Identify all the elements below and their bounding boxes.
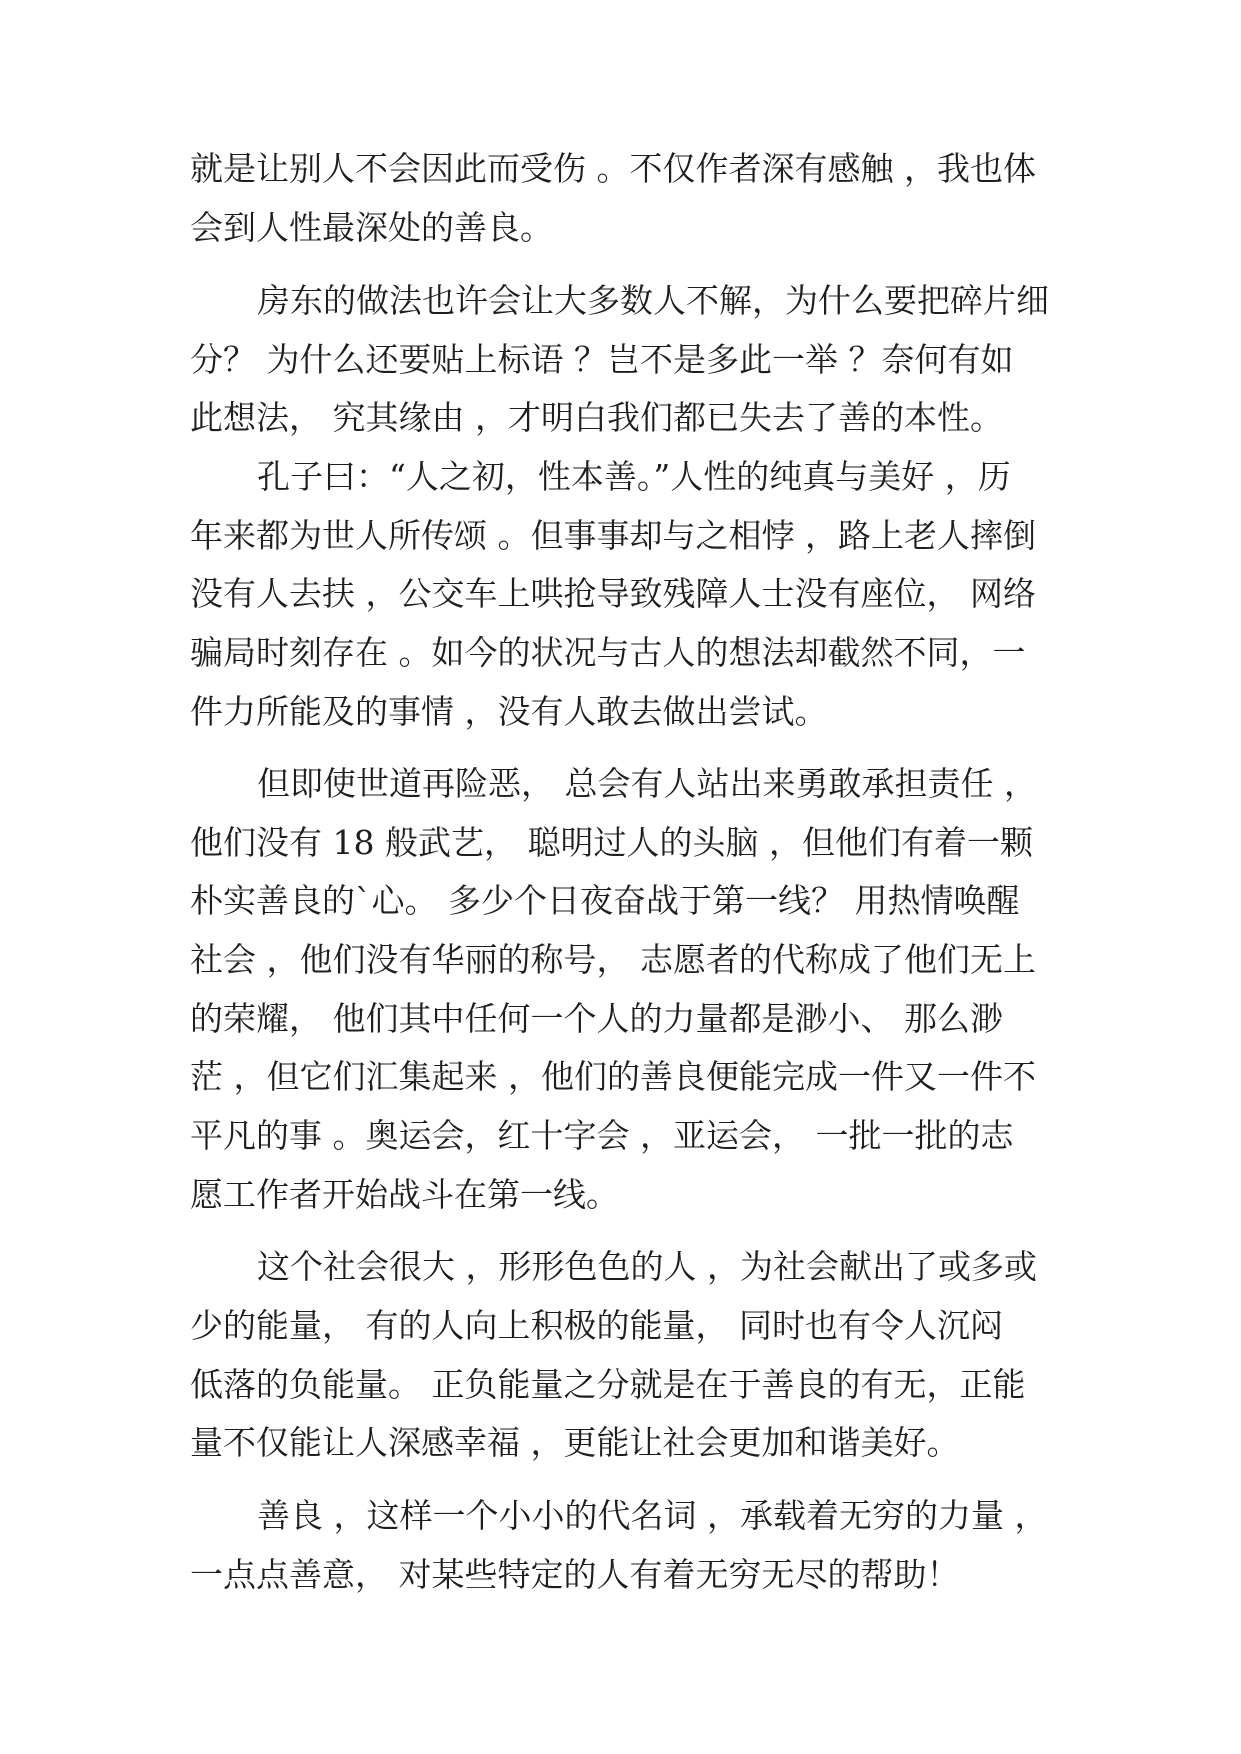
text-line: 善良 ，这样一个小小的代名词 ，承载着无穷的力量 ， <box>257 1496 1048 1535</box>
text-line: 他们没有 18 般武艺， 聪明过人的头脑 ，但他们有着一颗 <box>190 823 1033 862</box>
text-line: 茫 ，但它们汇集起来 ，他们的善良便能完成一件又一件不 <box>190 1057 1036 1096</box>
text-line: 量不仅能让人深感幸福 ，更能让社会更加和谐美好。 <box>190 1423 960 1462</box>
text-line: 没有人去扶 ，公交车上哄抢导致残障人士没有座位， 网络 <box>190 574 1036 613</box>
text-line: 就是让别人不会因此而受伤 。不仅作者深有感触 ，我也体 <box>190 149 1036 188</box>
text-line: 孔子曰：“人之初，性本善。”人性的纯真与美好 ，历 <box>257 457 1011 496</box>
text-line: 平凡的事 。奥运会，红十字会 ，亚运会， 一批一批的志 <box>190 1116 1014 1155</box>
text-line: 骗局时刻存在 。如今的状况与古人的想法却截然不同，一 <box>190 633 1026 672</box>
text-line: 少的能量， 有的人向上积极的能量， 同时也有令人沉闷 <box>190 1306 1003 1345</box>
text-line: 此想法， 究其缘由 ，才明白我们都已失去了善的本性。 <box>190 398 1003 437</box>
text-line: 一点点善意， 对某些特定的人有着无穷无尽的帮助！ <box>190 1555 960 1594</box>
text-line: 件力所能及的事情 ，没有人敢去做出尝试。 <box>190 692 828 731</box>
text-line: 分？ 为什么还要贴上标语 ？岂不是多此一举 ？奈何有如 <box>190 340 1014 379</box>
text-line: 房东的做法也许会让大多数人不解，为什么要把碎片细 <box>257 281 1049 320</box>
text-line: 年来都为世人所传颂 。但事事却与之相悖 ，路上老人摔倒 <box>190 516 1036 555</box>
text-line: 的荣耀， 他们其中任何一个人的力量都是渺小、 那么渺 <box>190 999 1003 1038</box>
text-line: 但即使世道再险恶， 总会有人站出来勇敢承担责任 ， <box>257 764 1037 803</box>
text-line: 朴实善良的`心。 多少个日夜奋战于第一线？ 用热情唤醒 <box>190 881 1020 920</box>
text-line: 会到人性最深处的善良。 <box>190 208 553 247</box>
text-line: 低落的负能量。 正负能量之分就是在于善良的有无，正能 <box>190 1365 1026 1404</box>
text-line: 这个社会很大 ，形形色色的人 ，为社会献出了或多或 <box>257 1247 1037 1286</box>
text-line: 愿工作者开始战斗在第一线。 <box>190 1175 619 1214</box>
text-line: 社会 ，他们没有华丽的称号， 志愿者的代称成了他们无上 <box>190 940 1036 979</box>
